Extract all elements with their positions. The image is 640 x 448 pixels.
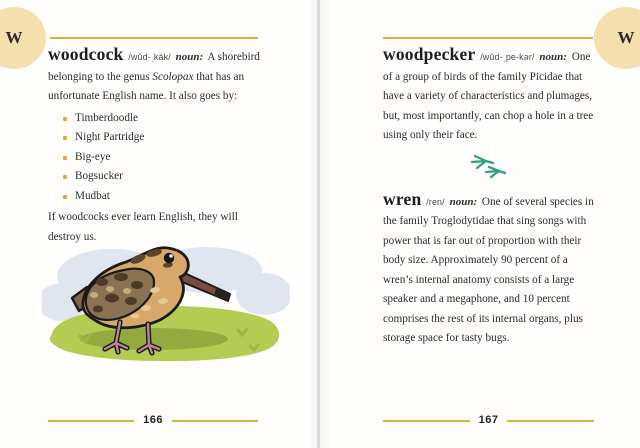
woodcock-illustration [42,246,290,406]
alias-list [48,109,261,207]
definition-text: A shorebird belonging to the genus [48,51,260,83]
part-of-speech: noun: [539,51,567,63]
headword-woodpecker: woodpecker [383,44,476,64]
definition-text: that has an unfortunate English name. It also goes by: [48,70,245,102]
headword-woodcock: woodcock [48,44,124,64]
section-letter: W [5,28,23,47]
page-number: 166 [143,414,163,426]
list-item: Big-eye [63,148,261,168]
woodpecker-entry [383,45,596,146]
list-item: Timberdoodle [63,109,261,129]
list-item: Bogsucker [63,167,261,187]
page-footer [48,415,258,427]
list-item: Night Partridge [63,128,261,148]
definition-text: One of a group of birds of the family Picidae that have a variety of characteristics and plumages, but, most importantly, can chop a hole in a tree using only their face. [383,51,594,141]
footer-rule [507,420,594,422]
entry-divider [383,153,596,181]
section-letter-badge [0,7,46,69]
footer-rule [383,420,470,422]
bird-tracks-icon [469,153,511,181]
closing-remark: If woodcocks ever learn English, they will destroy us. [48,211,238,243]
wren-entry [383,190,596,349]
headword-wren: wren [383,188,422,209]
woodcock-entry [48,45,261,247]
section-letter-badge [594,7,640,69]
section-letter: W [617,28,635,47]
part-of-speech: noun: [175,51,204,63]
page-right [320,0,640,448]
footer-rule [172,420,258,422]
part-of-speech: noun: [449,195,478,208]
pronunciation-wren: /ren/ [426,196,445,207]
eye-highlight [169,254,173,258]
woodpecker-definition [383,45,596,146]
pronunciation-woodpecker: /wŭd-ˌpe-kər/ [480,52,535,62]
page-footer [383,415,594,427]
definition-text: One of several species in the family Troglodytidae that sing songs with power that is far out of proportion with their body size. Approximately 90 percent of a wren’s internal anatomy consists of a large speaker and a megaphone, and 10 percent comprises the rest of its internal organs, plus storage space for tasty bugs. [383,195,594,344]
woodcock-definition [48,45,261,107]
genus-name: Scolopax [152,70,194,83]
right-page-entries [383,45,596,349]
eye [164,253,174,263]
list-item: Mudbat [63,187,261,207]
page-number: 167 [478,414,499,426]
top-rule [383,37,593,39]
footer-rule [48,420,134,422]
top-rule [50,37,258,39]
wren-definition [383,190,596,349]
pronunciation-woodcock: /wŭd-ˌkäk/ [128,52,171,62]
